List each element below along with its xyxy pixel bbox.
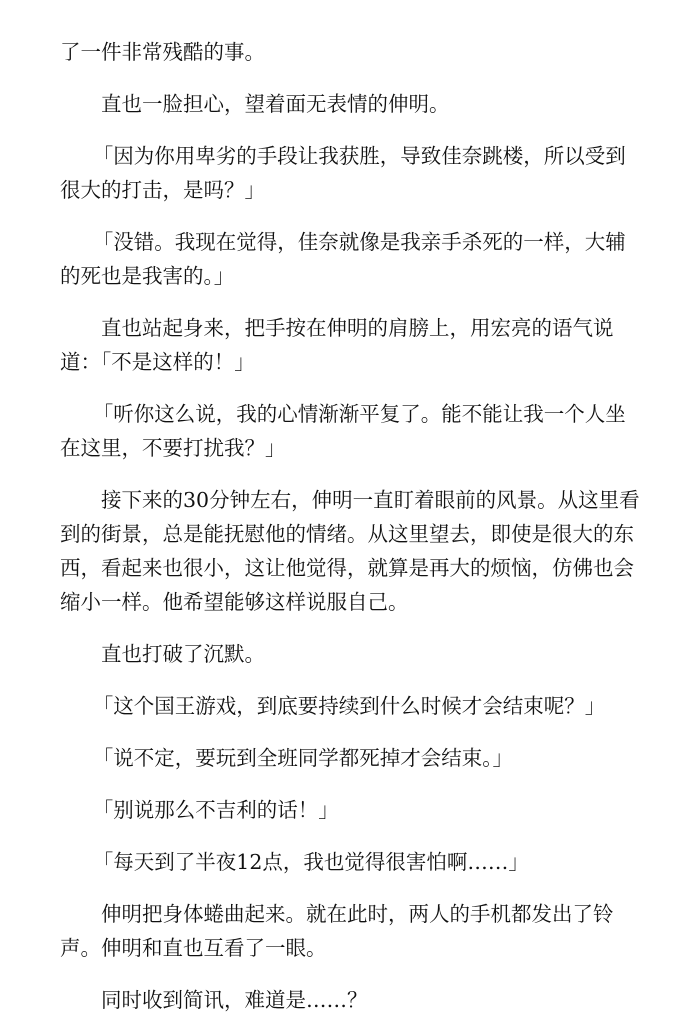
paragraph-6: 「听你这么说，我的心情渐渐平复了。能不能让我一个人坐在这里，不要打扰我？」	[60, 402, 626, 460]
paragraph-11: 「别说那么不吉利的话！」	[92, 798, 339, 822]
paragraph-2: 直也一脸担心，望着面无表情的伸明。	[101, 92, 450, 116]
paragraph-5: 直也站起身来，把手按在伸明的肩膀上，用宏亮的语气说道：「不是这样的！」	[60, 316, 614, 374]
paragraph-10: 「说不定，要玩到全班同学都死掉才会结束。」	[92, 746, 514, 770]
paragraph-7: 接下来的30分钟左右，伸明一直盯着眼前的风景。从这里看到的街景，总是能抚慰他的情绪。从这里望去，即使是很大的东西，看起来也很小，这让他觉得，就算是再大的烦恼，仿佛也会缩小一样。他希望能够这样说服自己。	[60, 488, 640, 614]
paragraph-14: 同时收到简讯，难道是……？	[101, 988, 368, 1012]
paragraph-13: 伸明把身体蜷曲起来。就在此时，两人的手机都发出了铃声。伸明和直也互看了一眼。	[60, 902, 614, 960]
paragraph-12: 「每天到了半夜12点，我也觉得很害怕啊……」	[92, 850, 529, 874]
paragraph-1: 了一件非常残酷的事。	[60, 40, 265, 64]
paragraph-9: 「这个国王游戏，到底要持续到什么时候才会结束呢？」	[92, 694, 606, 718]
document-page	[60, 35, 640, 1035]
paragraph-4: 「没错。我现在觉得，佳奈就像是我亲手杀死的一样，大辅的死也是我害的。」	[60, 230, 626, 288]
paragraph-8: 直也打破了沉默。	[101, 642, 265, 666]
paragraph-3: 「因为你用卑劣的手段让我获胜，导致佳奈跳楼，所以受到很大的打击，是吗？」	[60, 144, 626, 202]
